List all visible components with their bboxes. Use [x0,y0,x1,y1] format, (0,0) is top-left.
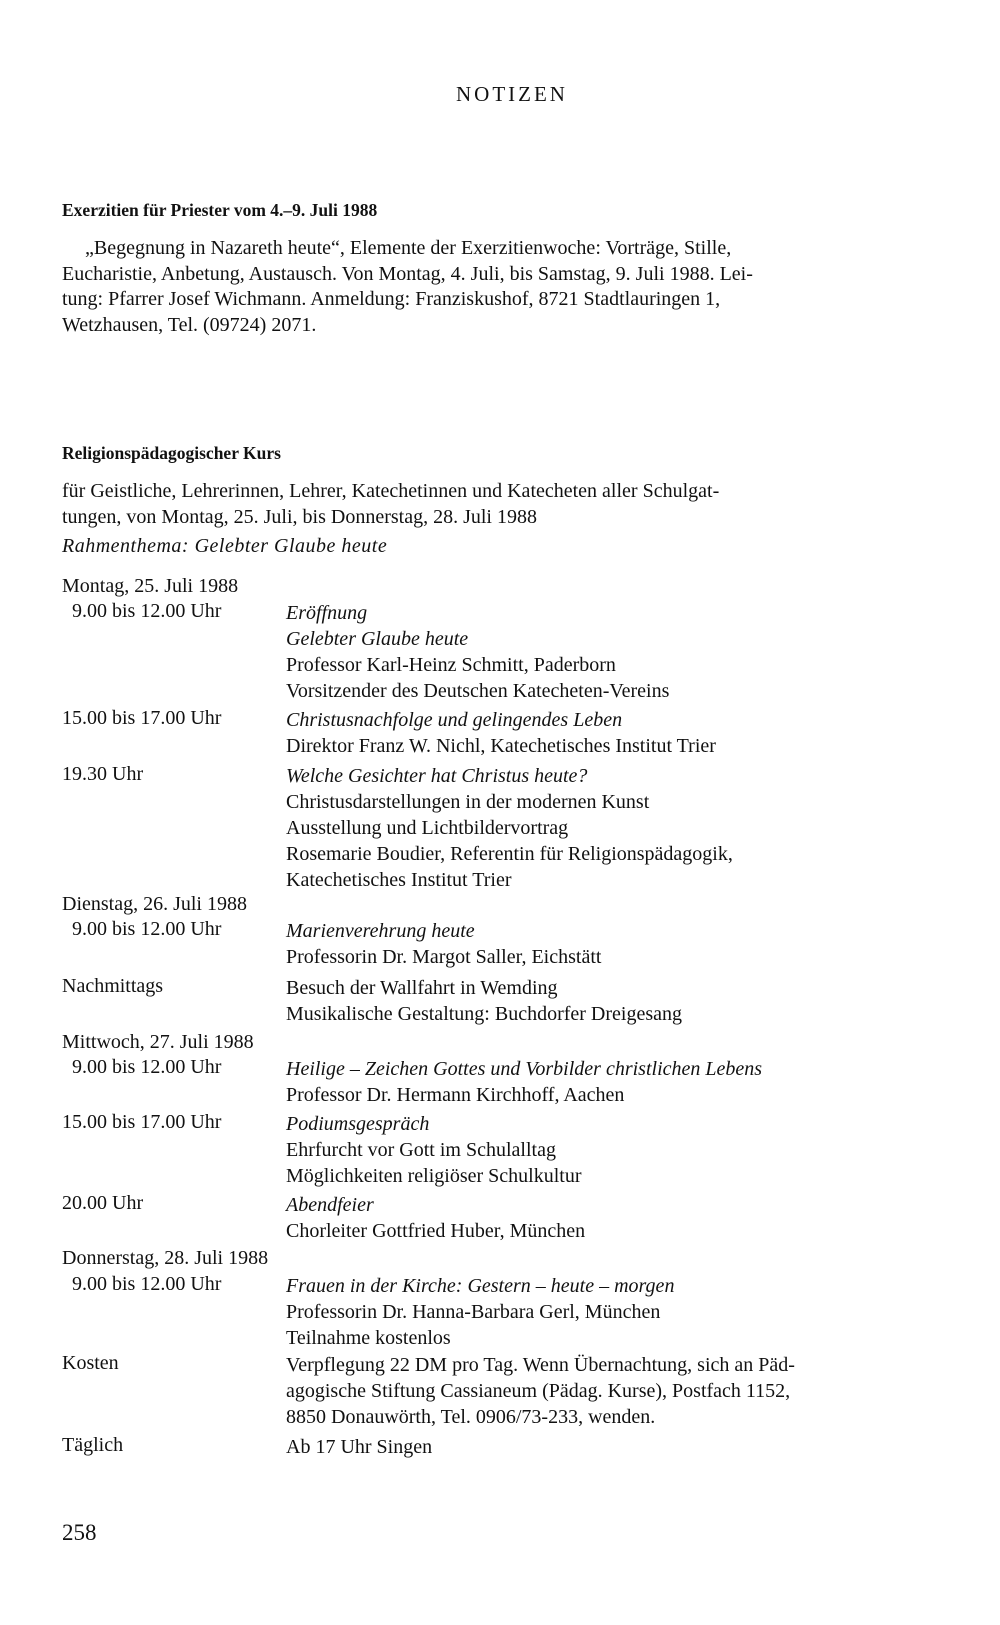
day-label: Dienstag, 26. Juli 1988 [62,893,247,915]
entry-title: Abendfeier [286,1194,374,1216]
kosten-line: 8850 Donauwörth, Tel. 0906/73-233, wenden. [286,1406,656,1428]
entry-detail: Vorsitzender des Deutschen Katecheten-Vereins [286,680,670,702]
entry-detail: Möglichkeiten religiöser Schulkultur [286,1165,582,1187]
taeglich-text [286,1434,962,1460]
program-entry [286,1273,962,1351]
entry-title: Frauen in der Kirche: Gestern – heute – morgen [286,1275,675,1297]
exerzitien-line: Wetzhausen, Tel. (09724) 2071. [62,313,317,336]
day-label: Mittwoch, 27. Juli 1988 [62,1031,254,1053]
program-entry [286,1056,962,1108]
entry-detail: Teilnahme kostenlos [286,1327,451,1349]
time-slot: 9.00 bis 12.00 Uhr [72,918,222,940]
taeglich-label: Täglich [62,1434,124,1456]
kosten-label: Kosten [62,1352,119,1374]
program-entry [286,763,962,893]
kosten-text [286,1352,962,1430]
entry-detail: Besuch der Wallfahrt in Wemding [286,977,558,999]
page-title: NOTIZEN [456,82,568,106]
entry-detail: Professor Karl-Heinz Schmitt, Paderborn [286,654,616,676]
day-label: Montag, 25. Juli 1988 [62,575,239,597]
time-slot: 15.00 bis 17.00 Uhr [62,707,222,729]
entry-detail: Musikalische Gestaltung: Buchdorfer Dreigesang [286,1003,683,1025]
kosten-line: agogische Stiftung Cassianeum (Pädag. Kurse), Postfach 1152, [286,1380,791,1402]
entry-title: Marienverehrung heute [286,920,475,942]
kurs-intro-line: tungen, von Montag, 25. Juli, bis Donnerstag, 28. Juli 1988 [62,505,537,528]
program-entry [286,975,962,1027]
program-entry [286,1192,962,1244]
day-label: Donnerstag, 28. Juli 1988 [62,1247,269,1269]
entry-detail: Ehrfurcht vor Gott im Schulalltag [286,1139,556,1161]
kurs-intro [62,479,962,530]
time-slot: 9.00 bis 12.00 Uhr [72,1056,222,1078]
kurs-heading: Religionspädagogischer Kurs [62,443,281,463]
exerzitien-heading: Exerzitien für Priester vom 4.–9. Juli 1988 [62,200,378,220]
exerzitien-line: tung: Pfarrer Josef Wichmann. Anmeldung: Franziskushof, 8721 Stadtlauringen 1, [62,288,721,310]
program-entry [286,600,962,704]
entry-detail: Chorleiter Gottfried Huber, München [286,1220,586,1242]
entry-title: Heilige – Zeichen Gottes und Vorbilder christlichen Lebens [286,1058,763,1080]
page-number: 258 [62,1520,97,1545]
entry-detail: Ausstellung und Lichtbildervortrag [286,817,569,839]
time-slot: 9.00 bis 12.00 Uhr [72,1273,222,1295]
entry-title: Gelebter Glaube heute [286,628,469,650]
entry-detail: Christusdarstellungen in der modernen Kunst [286,791,650,813]
time-slot: 20.00 Uhr [62,1192,144,1214]
exerzitien-paragraph [62,236,962,338]
entry-detail: Katechetisches Institut Trier [286,869,512,891]
entry-title: Eröffnung [286,602,368,624]
exerzitien-line: Eucharistie, Anbetung, Austausch. Von Montag, 4. Juli, bis Samstag, 9. Juli 1988. Lei- [62,262,753,285]
entry-detail: Professorin Dr. Margot Saller, Eichstätt [286,946,602,968]
kosten-line: Verpflegung 22 DM pro Tag. Wenn Übernachtung, sich an Päd- [286,1354,795,1376]
kurs-theme: Rahmenthema: Gelebter Glaube heute [62,535,388,557]
entry-detail: Professor Dr. Hermann Kirchhoff, Aachen [286,1084,625,1106]
page [62,0,962,1625]
time-slot: 15.00 bis 17.00 Uhr [62,1111,222,1133]
entry-detail: Direktor Franz W. Nichl, Katechetisches Institut Trier [286,735,716,757]
exerzitien-line: „Begegnung in Nazareth heute“, Elemente der Exerzitienwoche: Vorträge, Stille, [85,237,732,259]
entry-title: Welche Gesichter hat Christus heute? [286,765,588,787]
program-entry [286,1111,962,1189]
time-slot: 19.30 Uhr [62,763,144,785]
program-entry [286,918,962,970]
entry-detail: Professorin Dr. Hanna-Barbara Gerl, München [286,1301,661,1323]
kurs-intro-line: für Geistliche, Lehrerinnen, Lehrer, Katechetinnen und Katecheten aller Schulgat- [62,480,720,502]
entry-detail: Rosemarie Boudier, Referentin für Religionspädagogik, [286,843,733,865]
time-slot: Nachmittags [62,975,164,997]
program-entry [286,707,962,759]
time-slot: 9.00 bis 12.00 Uhr [72,600,222,622]
entry-title: Christusnachfolge und gelingendes Leben [286,709,623,731]
entry-title: Podiumsgespräch [286,1113,430,1135]
taeglich-line: Ab 17 Uhr Singen [286,1436,433,1458]
